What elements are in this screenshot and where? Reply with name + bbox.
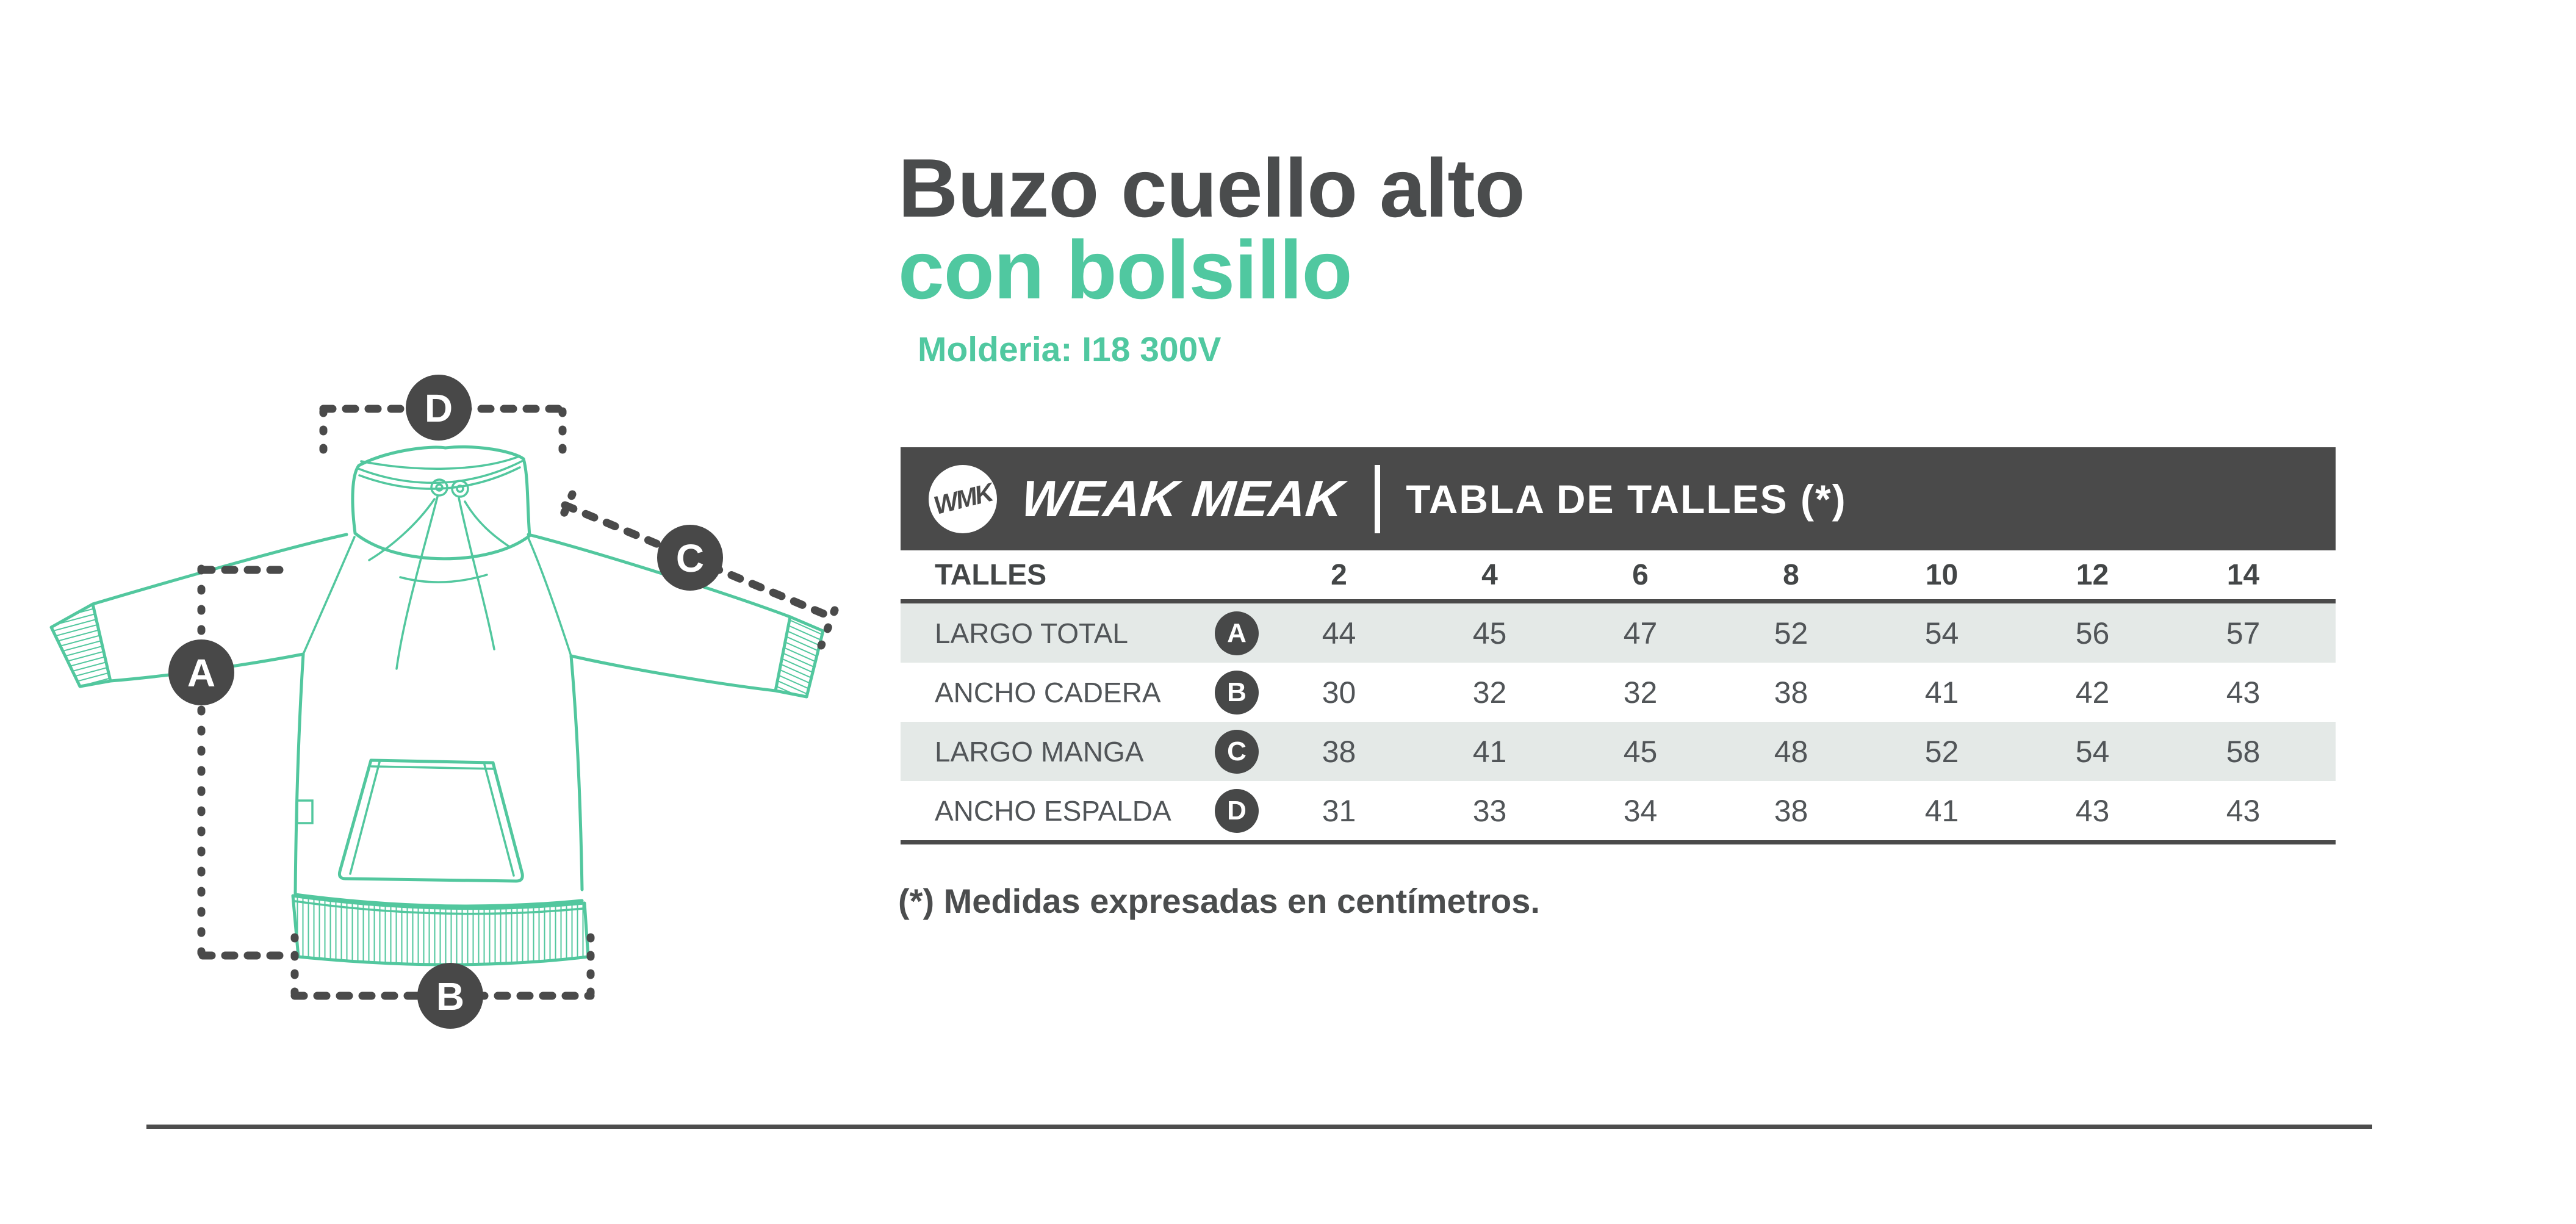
row-label-cell [901, 789, 1264, 833]
cell-value: 58 [2226, 734, 2261, 769]
measure-letter-c: C [675, 536, 705, 580]
row-label-cell [901, 730, 1264, 774]
footnote: (*) Medidas expresadas en centímetros. [898, 882, 1540, 920]
cell-value: 31 [1322, 793, 1356, 828]
collar-fold-line-2 [359, 467, 520, 489]
cell-value: 32 [1472, 675, 1507, 710]
cell-value: 32 [1623, 675, 1658, 710]
kangaroo-pocket [339, 760, 522, 881]
row-label: ANCHO CADERA [935, 676, 1161, 708]
table-row-ancho-cadera [901, 663, 2336, 722]
cell-value: 47 [1623, 616, 1658, 650]
size-table [901, 550, 2336, 844]
snap-button-right-center [457, 486, 463, 492]
cell-value: 52 [1774, 616, 1808, 650]
pocket-top-seam [372, 766, 493, 769]
row-letter-badge-c: C [1215, 730, 1259, 774]
cell-value: 33 [1472, 793, 1507, 828]
size-table-header-row [901, 550, 2336, 599]
size-col-header-14: 14 [2226, 558, 2260, 591]
brand-monogram: WMK [930, 477, 995, 520]
garment-diagram [37, 354, 866, 1062]
product-title-line1: Buzo cuello alto [898, 142, 1525, 234]
right-raglan-seam [528, 538, 571, 656]
cell-value: 41 [1924, 675, 1959, 710]
cell-value: 42 [2075, 675, 2110, 710]
product-title-line2: con bolsillo [898, 223, 1352, 316]
size-col-header-10: 10 [1925, 558, 1959, 591]
brand-logo-icon [929, 465, 997, 533]
row-label-cell [901, 611, 1264, 655]
table-rule-bottom [901, 840, 2336, 844]
row-label: ANCHO ESPALDA [935, 794, 1171, 827]
table-row-largo-manga [901, 722, 2336, 781]
brand-name: WEAK MEAK [1018, 470, 1347, 527]
table-rule-top [901, 599, 2336, 603]
cell-value: 44 [1322, 616, 1356, 650]
size-col-header-6: 6 [1632, 558, 1649, 591]
neckline-shadow [400, 575, 487, 582]
collar-drape-left [369, 499, 434, 560]
drawstring-right [459, 498, 494, 649]
hoodie-line-drawing [37, 354, 866, 1062]
table-row-ancho-espalda [901, 781, 2336, 840]
collar-top-inner-edge [361, 456, 519, 469]
cell-value: 56 [2075, 616, 2110, 650]
right-cuff-rib [775, 617, 823, 697]
snap-button-left-center [436, 484, 442, 491]
collar-drape-right [465, 502, 509, 547]
left-raglan-seam [303, 537, 354, 654]
cell-value: 38 [1774, 793, 1808, 828]
left-sleeve-top-edge [93, 535, 347, 604]
side-tag [297, 801, 312, 823]
cell-value: 54 [2075, 734, 2110, 769]
pattern-code: Molderia: I18 300V [918, 330, 1221, 369]
cell-value: 38 [1322, 734, 1356, 769]
left-cuff-rib [51, 604, 110, 686]
bar-separator [1375, 465, 1380, 533]
cell-value: 41 [1924, 793, 1959, 828]
snap-button-right [452, 481, 468, 497]
cell-value: 45 [1623, 734, 1658, 769]
cell-value: 30 [1322, 675, 1356, 710]
row-label: LARGO MANGA [935, 735, 1144, 768]
row-letter-badge-a: A [1215, 611, 1259, 655]
table-row-largo-total [901, 603, 2336, 663]
cell-value: 43 [2075, 793, 2110, 828]
row-letter-badge-d: D [1215, 789, 1259, 833]
cell-value: 45 [1472, 616, 1507, 650]
size-col-header-12: 12 [2076, 558, 2109, 591]
page-divider-line [146, 1125, 2372, 1129]
cell-value: 54 [1924, 616, 1959, 650]
size-table-header-label: TALLES [935, 558, 1047, 591]
size-col-header-4: 4 [1481, 558, 1498, 591]
measure-letter-d: D [424, 386, 453, 430]
right-sleeve-under-edge [571, 656, 775, 691]
row-label-cell [901, 671, 1264, 715]
table-title: TABLA DE TALLES (*) [1406, 476, 1847, 522]
cell-value: 57 [2226, 616, 2261, 650]
cell-value: 34 [1623, 793, 1658, 828]
row-label: LARGO TOTAL [935, 617, 1128, 649]
cell-value: 43 [2226, 793, 2261, 828]
cell-value: 52 [1924, 734, 1959, 769]
row-letter-badge-b: B [1215, 671, 1259, 715]
size-col-header-8: 8 [1783, 558, 1799, 591]
measure-letter-a: A [187, 651, 216, 695]
brand-bar [901, 447, 2336, 550]
body-right-edge [571, 656, 582, 890]
cell-value: 41 [1472, 734, 1507, 769]
size-col-header-2: 2 [1331, 558, 1347, 591]
cell-value: 38 [1774, 675, 1808, 710]
cell-value: 43 [2226, 675, 2261, 710]
body-left-edge [295, 654, 303, 895]
measure-letter-b: B [436, 974, 465, 1018]
cell-value: 48 [1774, 734, 1808, 769]
